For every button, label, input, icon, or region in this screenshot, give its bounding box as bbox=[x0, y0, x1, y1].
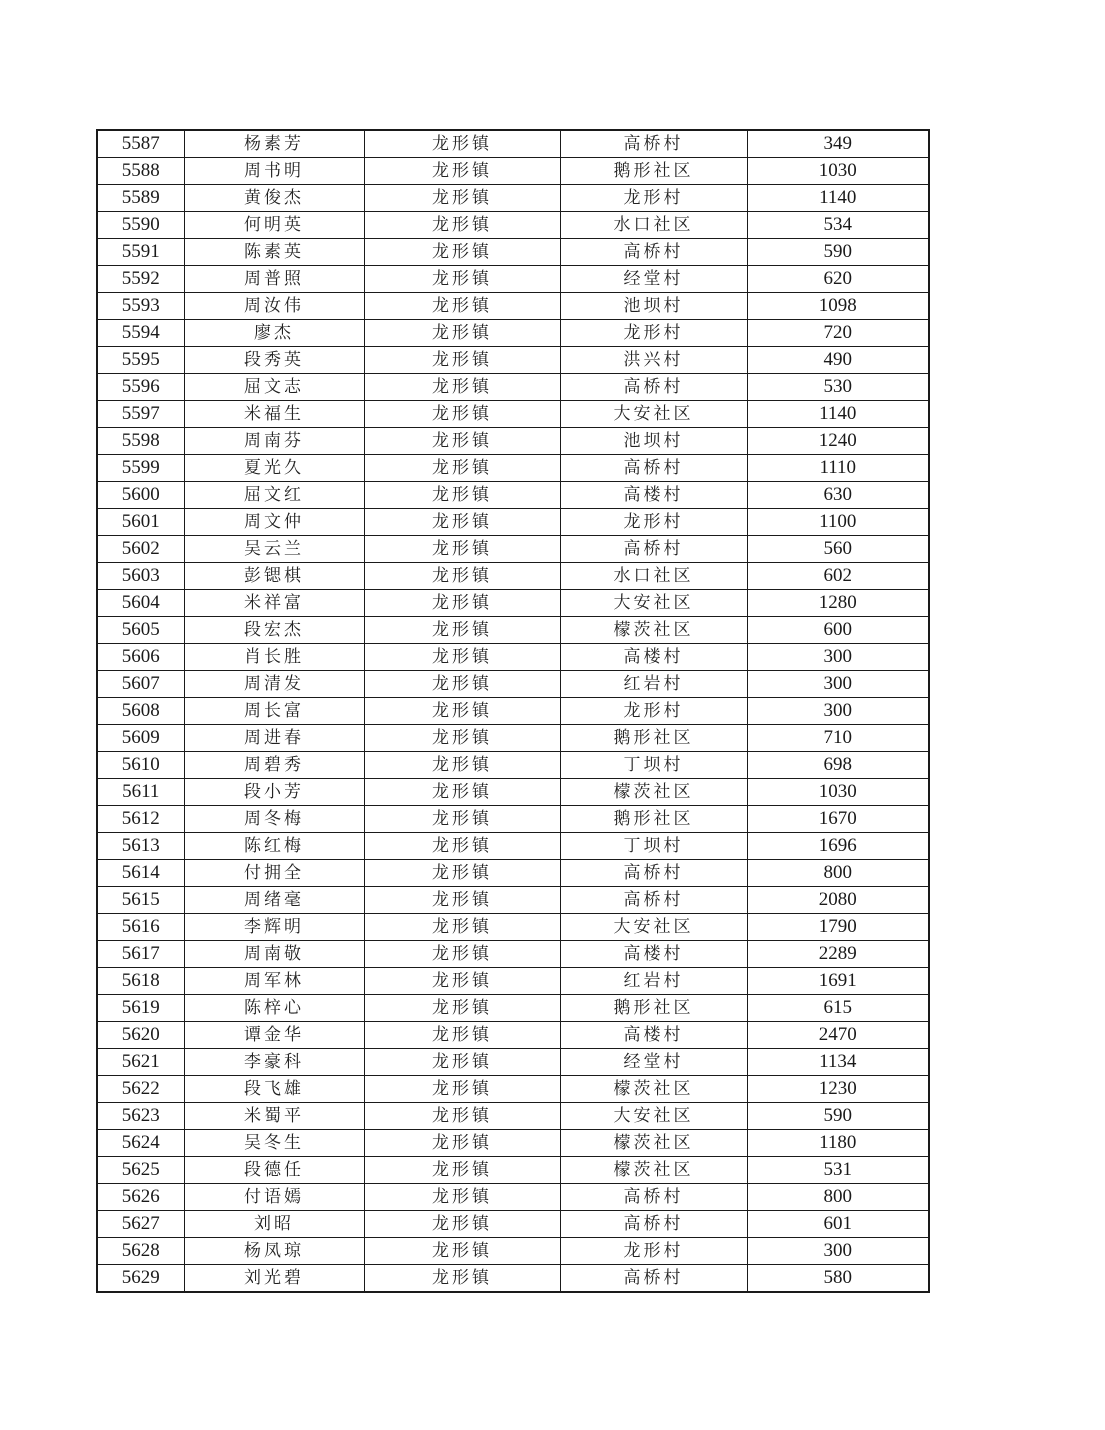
roster-table-body bbox=[97, 130, 929, 1292]
amount-cell: 720 bbox=[747, 320, 929, 347]
town-cell: 龙形镇 bbox=[364, 1184, 560, 1211]
village-cell: 檬茨社区 bbox=[560, 1076, 747, 1103]
table-row bbox=[97, 779, 929, 806]
serial-number-cell: 5613 bbox=[97, 833, 184, 860]
person-name-cell: 吴云兰 bbox=[184, 536, 364, 563]
serial-number-cell: 5590 bbox=[97, 212, 184, 239]
serial-number-cell: 5628 bbox=[97, 1238, 184, 1265]
village-cell: 经堂村 bbox=[560, 1049, 747, 1076]
amount-cell: 1696 bbox=[747, 833, 929, 860]
table-row bbox=[97, 212, 929, 239]
amount-cell: 1134 bbox=[747, 1049, 929, 1076]
person-name-cell: 陈梓心 bbox=[184, 995, 364, 1022]
town-cell: 龙形镇 bbox=[364, 617, 560, 644]
serial-number-cell: 5592 bbox=[97, 266, 184, 293]
amount-cell: 1030 bbox=[747, 158, 929, 185]
town-cell: 龙形镇 bbox=[364, 455, 560, 482]
village-cell: 高桥村 bbox=[560, 887, 747, 914]
table-row bbox=[97, 725, 929, 752]
town-cell: 龙形镇 bbox=[364, 1238, 560, 1265]
person-name-cell: 何明英 bbox=[184, 212, 364, 239]
town-cell: 龙形镇 bbox=[364, 806, 560, 833]
person-name-cell: 付语嫣 bbox=[184, 1184, 364, 1211]
person-name-cell: 彭锶棋 bbox=[184, 563, 364, 590]
table-row bbox=[97, 509, 929, 536]
town-cell: 龙形镇 bbox=[364, 644, 560, 671]
amount-cell: 1140 bbox=[747, 185, 929, 212]
person-name-cell: 周冬梅 bbox=[184, 806, 364, 833]
town-cell: 龙形镇 bbox=[364, 1265, 560, 1293]
table-row bbox=[97, 1022, 929, 1049]
town-cell: 龙形镇 bbox=[364, 536, 560, 563]
village-cell: 高桥村 bbox=[560, 860, 747, 887]
table-row bbox=[97, 590, 929, 617]
amount-cell: 560 bbox=[747, 536, 929, 563]
amount-cell: 1030 bbox=[747, 779, 929, 806]
table-row bbox=[97, 536, 929, 563]
person-name-cell: 周绪毫 bbox=[184, 887, 364, 914]
amount-cell: 300 bbox=[747, 671, 929, 698]
person-name-cell: 段秀英 bbox=[184, 347, 364, 374]
amount-cell: 490 bbox=[747, 347, 929, 374]
table-row bbox=[97, 671, 929, 698]
table-row bbox=[97, 833, 929, 860]
amount-cell: 800 bbox=[747, 860, 929, 887]
serial-number-cell: 5618 bbox=[97, 968, 184, 995]
serial-number-cell: 5599 bbox=[97, 455, 184, 482]
town-cell: 龙形镇 bbox=[364, 185, 560, 212]
amount-cell: 602 bbox=[747, 563, 929, 590]
village-cell: 高桥村 bbox=[560, 239, 747, 266]
amount-cell: 300 bbox=[747, 1238, 929, 1265]
serial-number-cell: 5608 bbox=[97, 698, 184, 725]
person-name-cell: 周长富 bbox=[184, 698, 364, 725]
town-cell: 龙形镇 bbox=[364, 1022, 560, 1049]
person-name-cell: 陈素英 bbox=[184, 239, 364, 266]
village-cell: 龙形村 bbox=[560, 320, 747, 347]
serial-number-cell: 5596 bbox=[97, 374, 184, 401]
amount-cell: 1691 bbox=[747, 968, 929, 995]
serial-number-cell: 5611 bbox=[97, 779, 184, 806]
table-row bbox=[97, 887, 929, 914]
table-row bbox=[97, 1049, 929, 1076]
person-name-cell: 周碧秀 bbox=[184, 752, 364, 779]
town-cell: 龙形镇 bbox=[364, 374, 560, 401]
serial-number-cell: 5588 bbox=[97, 158, 184, 185]
serial-number-cell: 5594 bbox=[97, 320, 184, 347]
amount-cell: 1098 bbox=[747, 293, 929, 320]
table-row bbox=[97, 644, 929, 671]
village-cell: 高楼村 bbox=[560, 941, 747, 968]
serial-number-cell: 5593 bbox=[97, 293, 184, 320]
person-name-cell: 段小芳 bbox=[184, 779, 364, 806]
village-cell: 丁坝村 bbox=[560, 833, 747, 860]
person-name-cell: 杨素芳 bbox=[184, 130, 364, 158]
town-cell: 龙形镇 bbox=[364, 671, 560, 698]
roster-table bbox=[96, 129, 930, 1293]
serial-number-cell: 5615 bbox=[97, 887, 184, 914]
person-name-cell: 屈文志 bbox=[184, 374, 364, 401]
serial-number-cell: 5597 bbox=[97, 401, 184, 428]
town-cell: 龙形镇 bbox=[364, 563, 560, 590]
amount-cell: 590 bbox=[747, 239, 929, 266]
serial-number-cell: 5626 bbox=[97, 1184, 184, 1211]
village-cell: 檬茨社区 bbox=[560, 1157, 747, 1184]
amount-cell: 1140 bbox=[747, 401, 929, 428]
village-cell: 龙形村 bbox=[560, 185, 747, 212]
town-cell: 龙形镇 bbox=[364, 509, 560, 536]
serial-number-cell: 5612 bbox=[97, 806, 184, 833]
town-cell: 龙形镇 bbox=[364, 1076, 560, 1103]
amount-cell: 1240 bbox=[747, 428, 929, 455]
village-cell: 高桥村 bbox=[560, 130, 747, 158]
table-row bbox=[97, 1238, 929, 1265]
town-cell: 龙形镇 bbox=[364, 158, 560, 185]
table-row bbox=[97, 428, 929, 455]
person-name-cell: 刘光碧 bbox=[184, 1265, 364, 1293]
table-row bbox=[97, 968, 929, 995]
person-name-cell: 谭金华 bbox=[184, 1022, 364, 1049]
town-cell: 龙形镇 bbox=[364, 130, 560, 158]
table-row bbox=[97, 1076, 929, 1103]
table-row bbox=[97, 1103, 929, 1130]
amount-cell: 1180 bbox=[747, 1130, 929, 1157]
person-name-cell: 周汝伟 bbox=[184, 293, 364, 320]
serial-number-cell: 5624 bbox=[97, 1130, 184, 1157]
table-row bbox=[97, 347, 929, 374]
amount-cell: 2080 bbox=[747, 887, 929, 914]
village-cell: 水口社区 bbox=[560, 563, 747, 590]
person-name-cell: 夏光久 bbox=[184, 455, 364, 482]
village-cell: 鹅形社区 bbox=[560, 806, 747, 833]
person-name-cell: 屈文红 bbox=[184, 482, 364, 509]
amount-cell: 2470 bbox=[747, 1022, 929, 1049]
amount-cell: 1790 bbox=[747, 914, 929, 941]
serial-number-cell: 5587 bbox=[97, 130, 184, 158]
town-cell: 龙形镇 bbox=[364, 1049, 560, 1076]
serial-number-cell: 5606 bbox=[97, 644, 184, 671]
amount-cell: 534 bbox=[747, 212, 929, 239]
town-cell: 龙形镇 bbox=[364, 968, 560, 995]
person-name-cell: 周南芬 bbox=[184, 428, 364, 455]
table-row bbox=[97, 941, 929, 968]
village-cell: 大安社区 bbox=[560, 590, 747, 617]
town-cell: 龙形镇 bbox=[364, 941, 560, 968]
amount-cell: 1110 bbox=[747, 455, 929, 482]
amount-cell: 698 bbox=[747, 752, 929, 779]
person-name-cell: 周书明 bbox=[184, 158, 364, 185]
amount-cell: 630 bbox=[747, 482, 929, 509]
serial-number-cell: 5623 bbox=[97, 1103, 184, 1130]
table-row bbox=[97, 860, 929, 887]
table-row bbox=[97, 455, 929, 482]
amount-cell: 349 bbox=[747, 130, 929, 158]
serial-number-cell: 5589 bbox=[97, 185, 184, 212]
town-cell: 龙形镇 bbox=[364, 887, 560, 914]
village-cell: 大安社区 bbox=[560, 401, 747, 428]
village-cell: 洪兴村 bbox=[560, 347, 747, 374]
amount-cell: 800 bbox=[747, 1184, 929, 1211]
serial-number-cell: 5595 bbox=[97, 347, 184, 374]
amount-cell: 1100 bbox=[747, 509, 929, 536]
serial-number-cell: 5598 bbox=[97, 428, 184, 455]
table-row bbox=[97, 158, 929, 185]
serial-number-cell: 5619 bbox=[97, 995, 184, 1022]
amount-cell: 710 bbox=[747, 725, 929, 752]
person-name-cell: 周南敬 bbox=[184, 941, 364, 968]
serial-number-cell: 5601 bbox=[97, 509, 184, 536]
amount-cell: 620 bbox=[747, 266, 929, 293]
village-cell: 红岩村 bbox=[560, 968, 747, 995]
town-cell: 龙形镇 bbox=[364, 401, 560, 428]
amount-cell: 601 bbox=[747, 1211, 929, 1238]
village-cell: 水口社区 bbox=[560, 212, 747, 239]
town-cell: 龙形镇 bbox=[364, 1211, 560, 1238]
village-cell: 高桥村 bbox=[560, 536, 747, 563]
town-cell: 龙形镇 bbox=[364, 698, 560, 725]
amount-cell: 590 bbox=[747, 1103, 929, 1130]
amount-cell: 531 bbox=[747, 1157, 929, 1184]
town-cell: 龙形镇 bbox=[364, 779, 560, 806]
village-cell: 高桥村 bbox=[560, 374, 747, 401]
table-row bbox=[97, 239, 929, 266]
person-name-cell: 段飞雄 bbox=[184, 1076, 364, 1103]
amount-cell: 300 bbox=[747, 644, 929, 671]
table-row bbox=[97, 698, 929, 725]
town-cell: 龙形镇 bbox=[364, 347, 560, 374]
town-cell: 龙形镇 bbox=[364, 1157, 560, 1184]
table-row bbox=[97, 1130, 929, 1157]
town-cell: 龙形镇 bbox=[364, 1130, 560, 1157]
table-row bbox=[97, 1211, 929, 1238]
person-name-cell: 吴冬生 bbox=[184, 1130, 364, 1157]
amount-cell: 580 bbox=[747, 1265, 929, 1293]
village-cell: 高桥村 bbox=[560, 1265, 747, 1293]
serial-number-cell: 5627 bbox=[97, 1211, 184, 1238]
village-cell: 高桥村 bbox=[560, 1184, 747, 1211]
serial-number-cell: 5617 bbox=[97, 941, 184, 968]
serial-number-cell: 5603 bbox=[97, 563, 184, 590]
table-row bbox=[97, 293, 929, 320]
serial-number-cell: 5605 bbox=[97, 617, 184, 644]
village-cell: 池坝村 bbox=[560, 293, 747, 320]
table-row bbox=[97, 1157, 929, 1184]
table-row bbox=[97, 482, 929, 509]
town-cell: 龙形镇 bbox=[364, 833, 560, 860]
village-cell: 丁坝村 bbox=[560, 752, 747, 779]
village-cell: 檬茨社区 bbox=[560, 1130, 747, 1157]
village-cell: 大安社区 bbox=[560, 914, 747, 941]
table-row bbox=[97, 617, 929, 644]
person-name-cell: 廖杰 bbox=[184, 320, 364, 347]
amount-cell: 300 bbox=[747, 698, 929, 725]
village-cell: 鹅形社区 bbox=[560, 995, 747, 1022]
village-cell: 红岩村 bbox=[560, 671, 747, 698]
serial-number-cell: 5602 bbox=[97, 536, 184, 563]
person-name-cell: 米蜀平 bbox=[184, 1103, 364, 1130]
person-name-cell: 李辉明 bbox=[184, 914, 364, 941]
serial-number-cell: 5629 bbox=[97, 1265, 184, 1293]
table-row bbox=[97, 320, 929, 347]
table-row bbox=[97, 806, 929, 833]
person-name-cell: 付拥全 bbox=[184, 860, 364, 887]
village-cell: 檬茨社区 bbox=[560, 617, 747, 644]
person-name-cell: 肖长胜 bbox=[184, 644, 364, 671]
serial-number-cell: 5625 bbox=[97, 1157, 184, 1184]
person-name-cell: 周清发 bbox=[184, 671, 364, 698]
village-cell: 龙形村 bbox=[560, 509, 747, 536]
person-name-cell: 周普照 bbox=[184, 266, 364, 293]
town-cell: 龙形镇 bbox=[364, 239, 560, 266]
serial-number-cell: 5591 bbox=[97, 239, 184, 266]
village-cell: 高楼村 bbox=[560, 644, 747, 671]
table-row bbox=[97, 266, 929, 293]
serial-number-cell: 5616 bbox=[97, 914, 184, 941]
person-name-cell: 李豪科 bbox=[184, 1049, 364, 1076]
person-name-cell: 段宏杰 bbox=[184, 617, 364, 644]
table-row bbox=[97, 1184, 929, 1211]
person-name-cell: 刘昭 bbox=[184, 1211, 364, 1238]
amount-cell: 1670 bbox=[747, 806, 929, 833]
table-row bbox=[97, 401, 929, 428]
serial-number-cell: 5609 bbox=[97, 725, 184, 752]
village-cell: 鹅形社区 bbox=[560, 725, 747, 752]
amount-cell: 1280 bbox=[747, 590, 929, 617]
village-cell: 高楼村 bbox=[560, 482, 747, 509]
town-cell: 龙形镇 bbox=[364, 212, 560, 239]
amount-cell: 530 bbox=[747, 374, 929, 401]
village-cell: 池坝村 bbox=[560, 428, 747, 455]
town-cell: 龙形镇 bbox=[364, 590, 560, 617]
person-name-cell: 周军林 bbox=[184, 968, 364, 995]
town-cell: 龙形镇 bbox=[364, 320, 560, 347]
serial-number-cell: 5622 bbox=[97, 1076, 184, 1103]
amount-cell: 615 bbox=[747, 995, 929, 1022]
village-cell: 大安社区 bbox=[560, 1103, 747, 1130]
table-row bbox=[97, 914, 929, 941]
village-cell: 龙形村 bbox=[560, 1238, 747, 1265]
person-name-cell: 米祥富 bbox=[184, 590, 364, 617]
table-row bbox=[97, 1265, 929, 1293]
village-cell: 经堂村 bbox=[560, 266, 747, 293]
person-name-cell: 杨凤琼 bbox=[184, 1238, 364, 1265]
village-cell: 高桥村 bbox=[560, 455, 747, 482]
town-cell: 龙形镇 bbox=[364, 725, 560, 752]
table-row bbox=[97, 185, 929, 212]
table-row bbox=[97, 995, 929, 1022]
amount-cell: 600 bbox=[747, 617, 929, 644]
town-cell: 龙形镇 bbox=[364, 995, 560, 1022]
village-cell: 高楼村 bbox=[560, 1022, 747, 1049]
table-row bbox=[97, 130, 929, 158]
serial-number-cell: 5600 bbox=[97, 482, 184, 509]
serial-number-cell: 5621 bbox=[97, 1049, 184, 1076]
amount-cell: 2289 bbox=[747, 941, 929, 968]
village-cell: 高桥村 bbox=[560, 1211, 747, 1238]
town-cell: 龙形镇 bbox=[364, 428, 560, 455]
town-cell: 龙形镇 bbox=[364, 482, 560, 509]
person-name-cell: 陈红梅 bbox=[184, 833, 364, 860]
town-cell: 龙形镇 bbox=[364, 266, 560, 293]
serial-number-cell: 5607 bbox=[97, 671, 184, 698]
village-cell: 檬茨社区 bbox=[560, 779, 747, 806]
table-row bbox=[97, 374, 929, 401]
serial-number-cell: 5610 bbox=[97, 752, 184, 779]
person-name-cell: 周进春 bbox=[184, 725, 364, 752]
amount-cell: 1230 bbox=[747, 1076, 929, 1103]
table-row bbox=[97, 752, 929, 779]
serial-number-cell: 5614 bbox=[97, 860, 184, 887]
town-cell: 龙形镇 bbox=[364, 293, 560, 320]
town-cell: 龙形镇 bbox=[364, 752, 560, 779]
town-cell: 龙形镇 bbox=[364, 1103, 560, 1130]
town-cell: 龙形镇 bbox=[364, 860, 560, 887]
village-cell: 鹅形社区 bbox=[560, 158, 747, 185]
person-name-cell: 黄俊杰 bbox=[184, 185, 364, 212]
serial-number-cell: 5604 bbox=[97, 590, 184, 617]
table-row bbox=[97, 563, 929, 590]
person-name-cell: 米福生 bbox=[184, 401, 364, 428]
person-name-cell: 段德任 bbox=[184, 1157, 364, 1184]
town-cell: 龙形镇 bbox=[364, 914, 560, 941]
person-name-cell: 周文仲 bbox=[184, 509, 364, 536]
serial-number-cell: 5620 bbox=[97, 1022, 184, 1049]
village-cell: 龙形村 bbox=[560, 698, 747, 725]
